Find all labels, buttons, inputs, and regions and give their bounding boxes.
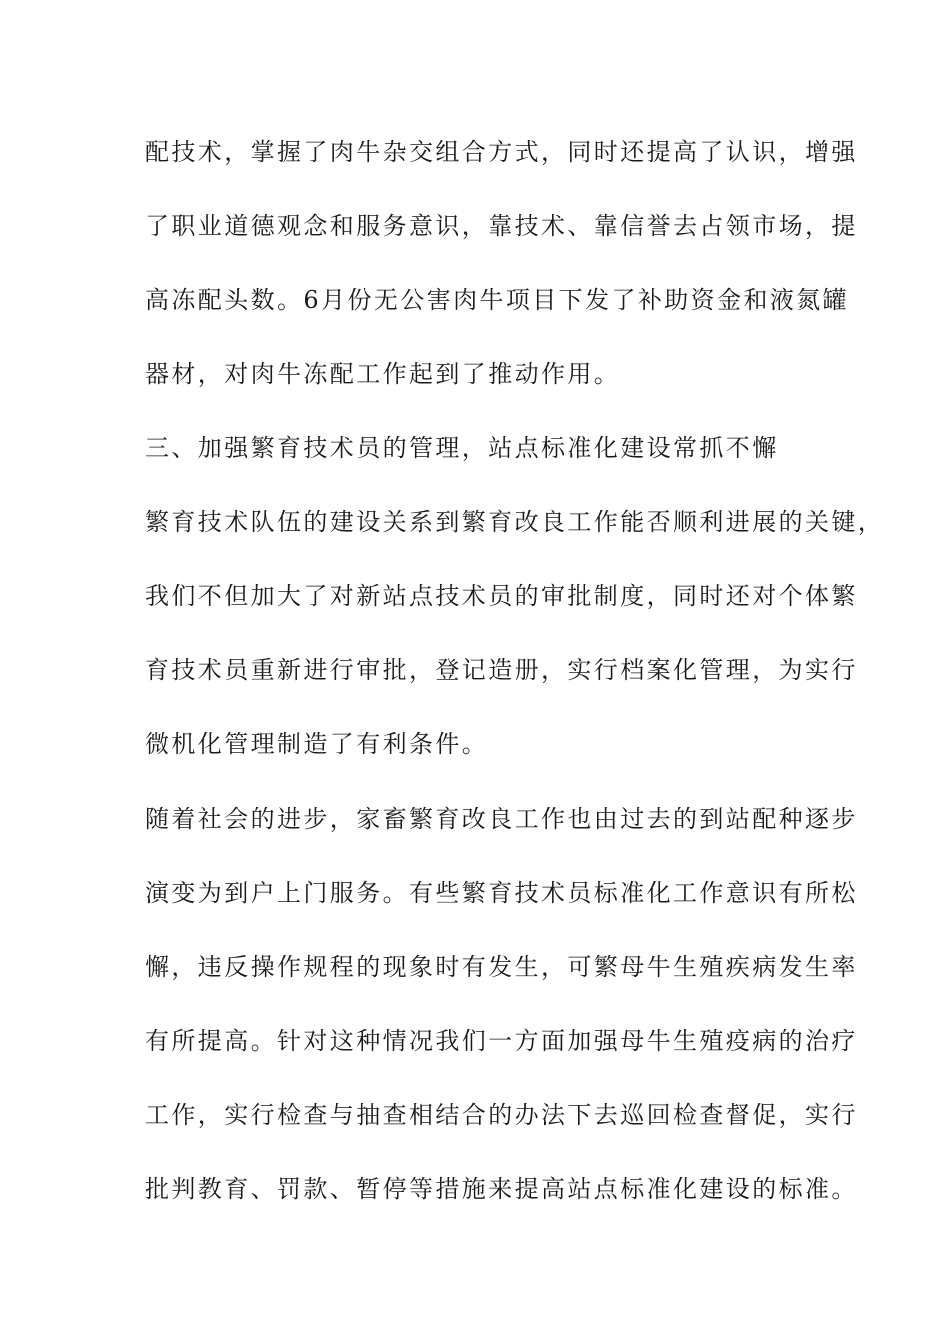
paragraph-line: 我们不但加大了对新站点技术员的审批制度，同时还对个体繁 (145, 582, 858, 610)
paragraph-line: 高冻配头数。6月份无公害肉牛项目下发了补助资金和液氮罐 (145, 286, 850, 314)
paragraph-line: 批判教育、罚款、暂停等措施来提高站点标准化建设的标准。 (145, 1175, 858, 1203)
section-heading: 三、加强繁育技术员的管理，站点标准化建设常抓不懈 (145, 434, 779, 462)
paragraph-line: 繁育技术队伍的建设关系到繁育改良工作能否顺利进展的关键， (145, 508, 885, 536)
paragraph-line: 懈，违反操作规程的现象时有发生，可繁母牛生殖疾病发生率 (145, 953, 858, 981)
paragraph-line: 微机化管理制造了有利条件。 (145, 730, 489, 758)
paragraph-line: 工作，实行检查与抽查相结合的办法下去巡回检查督促，实行 (145, 1101, 858, 1129)
paragraph-line: 配技术，掌握了肉牛杂交组合方式，同时还提高了认识，增强 (145, 138, 858, 166)
paragraph-line: 了职业道德观念和服务意识，靠技术、靠信誉去占领市场，提 (145, 212, 858, 240)
paragraph-line: 器材，对肉牛冻配工作起到了推动作用。 (145, 360, 621, 388)
paragraph-line: 育技术员重新进行审批，登记造册，实行档案化管理，为实行 (145, 656, 858, 684)
paragraph-line: 随着社会的进步，家畜繁育改良工作也由过去的到站配种逐步 (145, 805, 858, 833)
paragraph-line: 有所提高。针对这种情况我们一方面加强母牛生殖疫病的治疗 (145, 1027, 858, 1055)
paragraph-line: 演变为到户上门服务。有些繁育技术员标准化工作意识有所松 (145, 879, 858, 907)
